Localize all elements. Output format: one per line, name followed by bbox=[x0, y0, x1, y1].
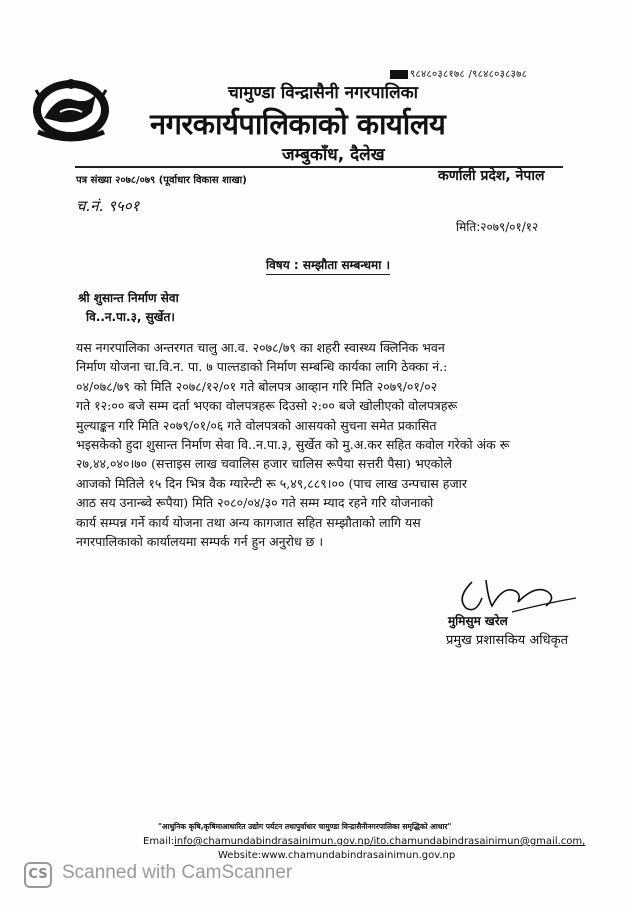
letter-subject: विषय : सम्झौता सम्बन्धमा । bbox=[266, 256, 390, 275]
nepal-emblem-logo bbox=[30, 72, 112, 144]
camscanner-logo: CS bbox=[24, 862, 52, 888]
municipality-name: चामुण्डा विन्द्रासैनी नगरपालिका bbox=[228, 83, 419, 103]
body-line: ०४/०७८/७९ को मिति २०७८/१२/०१ गते बोलपत्र आव्हान गरि मिति २०७९/०१/०२ bbox=[76, 378, 438, 394]
reference-number: पत्र संख्या २०७८/०७९ (पूर्वाधार विकास शाखा) bbox=[76, 175, 247, 186]
recipient-name: श्री शुसान्त निर्माण सेवा bbox=[78, 291, 179, 305]
body-line: २७,४४,०४०।७० (सत्ताइस लाख चवालिस हजार चालिस रूपैया सत्तरी पैसा) भएकोले bbox=[76, 456, 452, 472]
body-line: नगरपालिकाको कार्यालयमा सम्पर्क गर्न हुन अनुरोध छ । bbox=[76, 534, 324, 550]
office-title: नगरकार्यपालिकाको कार्यालय bbox=[150, 107, 446, 141]
body-line: आठ सय उनान्ब्वे रूपैया) मिति २०८०/०४/३० गते सम्म म्याद रहने गरि योजनाको bbox=[76, 495, 434, 511]
letter-body bbox=[76, 338, 593, 551]
email-label: Email: bbox=[143, 836, 175, 847]
phone-numbers bbox=[390, 66, 527, 80]
body-line: आजको मितिले १५ दिन भित्र वैक ग्यारेन्टी रू ५,४९,८८९।०० (पाच लाख उन्पचास हजार bbox=[76, 475, 467, 491]
recipient-address: वि..न.पा.३, सुर्खेत। bbox=[86, 310, 175, 324]
body-line: भइसकेको हुदा शुसान्त निर्माण सेवा वि..न.पा.३, सुर्खेत को मु.अ.कर सहित कवोल गरेको अंक रू bbox=[76, 437, 510, 453]
body-line: यस नगरपालिका अन्तरगत चालु आ.व. २०७८/७९ का शहरी स्वास्थ्य क्लिनिक भवन bbox=[76, 340, 445, 355]
office-location: जम्बुकाँध, दैलेख bbox=[282, 145, 385, 165]
province-name: कर्णाली प्रदेश, नेपाल bbox=[438, 168, 545, 184]
signatory-title: प्रमुख प्रशासकिय अधिकृत bbox=[446, 633, 569, 648]
phone-text: ९८४८०३८१७८ /९८४८०३८३७८ bbox=[410, 69, 528, 80]
body-line: निर्माण योजना चा.वि.न. पा. ७ पाल्तडाको निर्माण सम्बन्धि कार्यका लागि ठेक्का नं.: bbox=[76, 359, 448, 375]
letter-date: मिति:२०७९/०१/१२ bbox=[456, 220, 539, 234]
footer-website[interactable]: Website:www.chamundabindrasainimun.gov.np bbox=[218, 850, 456, 861]
body-line: कार्य सम्पन्न गर्ने कार्य योजना तथा अन्य कागजात सहित सम्झौताको लागि यस bbox=[76, 514, 421, 530]
signatory-name: मुमिसुम खरेल bbox=[448, 614, 508, 628]
redaction-mark bbox=[390, 70, 408, 79]
dispatch-number: च.नं. ९५०१ bbox=[76, 197, 140, 215]
footer-email bbox=[143, 836, 585, 847]
email-link[interactable]: info@chamundabindrasainimun.gov.np/ito.chamundabindrasainimun@gmail.com, bbox=[174, 836, 586, 847]
body-line: मुल्याङ्कन गरि मिति २०७९/०१/०६ गते वोलपत्रको आसयको सुचना समेत प्रकासित bbox=[76, 417, 437, 433]
body-line: गते १२:०० बजे सम्म दर्ता भएका वोलपत्रहरू दिउसो २:०० बजे खोलीएको वोलपत्रहरू bbox=[76, 398, 458, 414]
footer-slogan: "आधुनिक कृषि,कृषिमाआधारित उद्योग पर्यटन तथापुर्वाधार चामुण्डा विन्द्रासैनीनगरपालिका समृद्धिको आधार" bbox=[158, 822, 452, 831]
scanner-watermark: Scanned with CamScanner bbox=[62, 862, 293, 883]
